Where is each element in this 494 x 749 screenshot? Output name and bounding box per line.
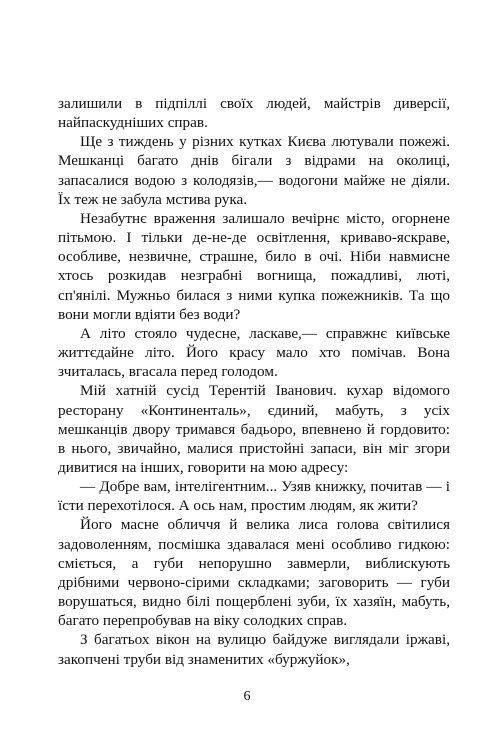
paragraph-6: — Добре вам, інтелігентним... Узяв книжку, почитав — і їсти перехотілося. А ось нам, простим людям, як жити? bbox=[58, 478, 450, 515]
paragraph-1: залишили в підпіллі своїх людей, майстрів диверсії, найпаскудніших справ. bbox=[58, 95, 450, 132]
page-number: 6 bbox=[243, 689, 251, 704]
paragraph-7: Його масне обличчя й велика лиса голова світилися задоволенням, посмішка здавалася мені особливо гидкою: сміється, а губи непорушно завмерли, виблискують дрібними червоно-сірими складками; заговорить — губи ворушаться, видно білі пощерблені зуби, їх хазяїн, мабуть, багато перепробував на віку солодких справ. bbox=[58, 516, 450, 630]
paragraph-8: З багатьох вікон на вулицю байдуже виглядали іржаві, закопчені труби від знаменитих «буржуйок», bbox=[58, 631, 450, 668]
paragraph-5: Мій хатній сусід Терентій Іванович. кухар відомого ресторану «Континенталь», єдиний, мабуть, з усіх мешканців двору тримався бадьоро, впевнено й гордовито: в нього, звичайно, малися пристойні запаси, він міг згори дивитися на інших, говорити на мою адресу: bbox=[58, 382, 450, 476]
body-text bbox=[58, 94, 450, 669]
paragraph-3: Незабутнє враження залишало вечірнє місто, огорнене пітьмою. І тільки де-не-де освітлення, криваво-яскраве, особливе, незвичне, страшне, било в очі. Ніби навмисне хтось розкидав незграбні вогнища, пожадливі, люті, сп'янілі. Мужньо билася з ними купка пожежників. Та що вони могли вдіяти без води? bbox=[58, 209, 450, 323]
paragraph-2: Ще з тиждень у різних кутках Києва лютували пожежі. Мешканці багато днів бігали з відрами на околиці, запасалися водою з колодязів,— водогони майже не діяли. Їх теж не забула мстива рука. bbox=[58, 133, 450, 208]
paragraph-4: А літо стояло чудесне, ласкаве,— справжнє київське життєдайне літо. Його красу мало хто помічав. Вона зчиталась, вгасала перед голодом. bbox=[58, 324, 450, 381]
